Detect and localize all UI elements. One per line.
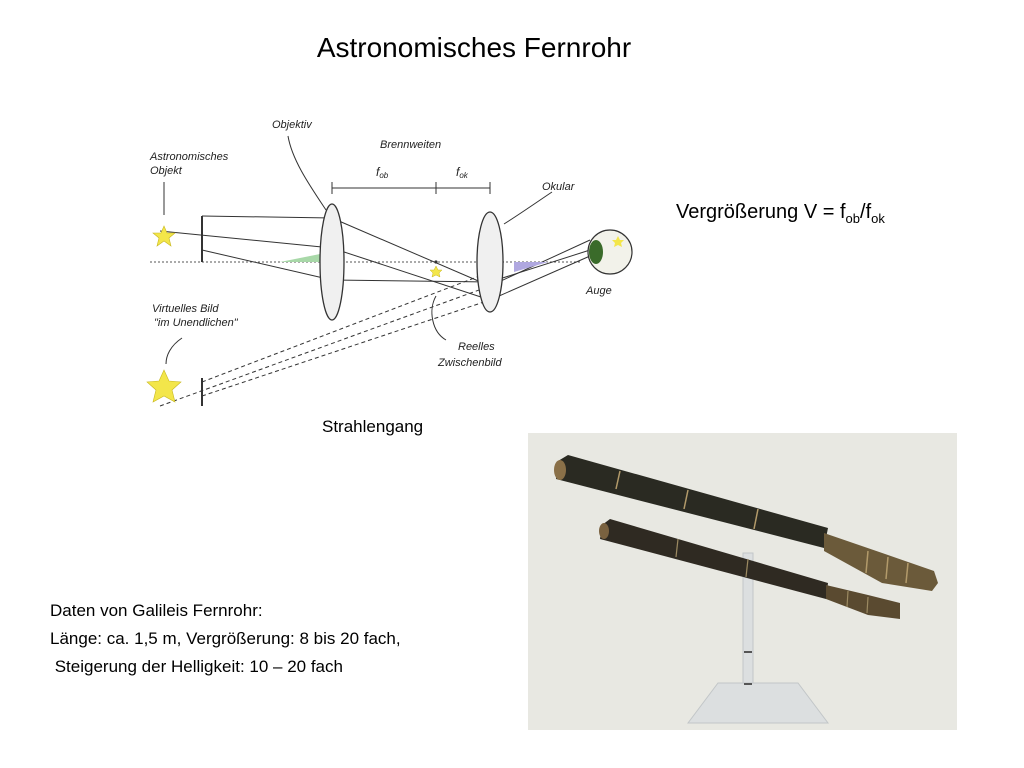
blue-angle-wedge xyxy=(514,262,548,272)
galilei-data-text xyxy=(50,597,401,681)
eyepiece-label: Okular xyxy=(542,181,575,193)
f-ok-label: fok xyxy=(456,165,468,180)
galileo-telescopes-photo xyxy=(528,433,957,730)
diagram-caption: Strahlengang xyxy=(322,417,424,436)
real-image-label-2: Zwischenbild xyxy=(438,357,502,369)
real-image-star-icon xyxy=(430,266,442,277)
virtual-image-label-2: "im Unendlichen" xyxy=(154,317,238,329)
astro-object-label-1: Astronomisches xyxy=(150,151,229,163)
galilei-heading: Daten von Galileis Fernrohr: xyxy=(50,601,263,620)
galilei-length-line: Länge: ca. 1,5 m, Vergrößerung: 8 bis 20 fach, xyxy=(50,629,401,648)
f-ob-label: fob xyxy=(376,165,389,180)
eye-icon xyxy=(588,230,632,274)
objective-lens xyxy=(320,204,344,320)
eyepiece-lens xyxy=(477,212,503,312)
slide-title: Astronomisches Fernrohr xyxy=(316,32,632,63)
rays xyxy=(160,216,590,300)
virtual-image-star-icon xyxy=(147,370,181,402)
star-icon xyxy=(153,226,175,246)
objective-label: Objektiv xyxy=(272,119,312,131)
virtual-image-label-1: Virtuelles Bild xyxy=(152,303,219,315)
focal-lengths-label: Brennweiten xyxy=(380,139,442,151)
real-image-label-1: Reelles xyxy=(458,341,495,353)
green-angle-wedge xyxy=(280,254,320,262)
galilei-brightness-line: Steigerung der Helligkeit: 10 – 20 fach xyxy=(50,657,343,676)
ray-path-diagram xyxy=(120,100,612,420)
magnification-formula: Vergrößerung $V = f_{ob}/f_{ok}$ xyxy=(676,201,885,226)
eye-label: Auge xyxy=(586,285,612,297)
astro-object-label-2: Objekt xyxy=(150,165,182,177)
